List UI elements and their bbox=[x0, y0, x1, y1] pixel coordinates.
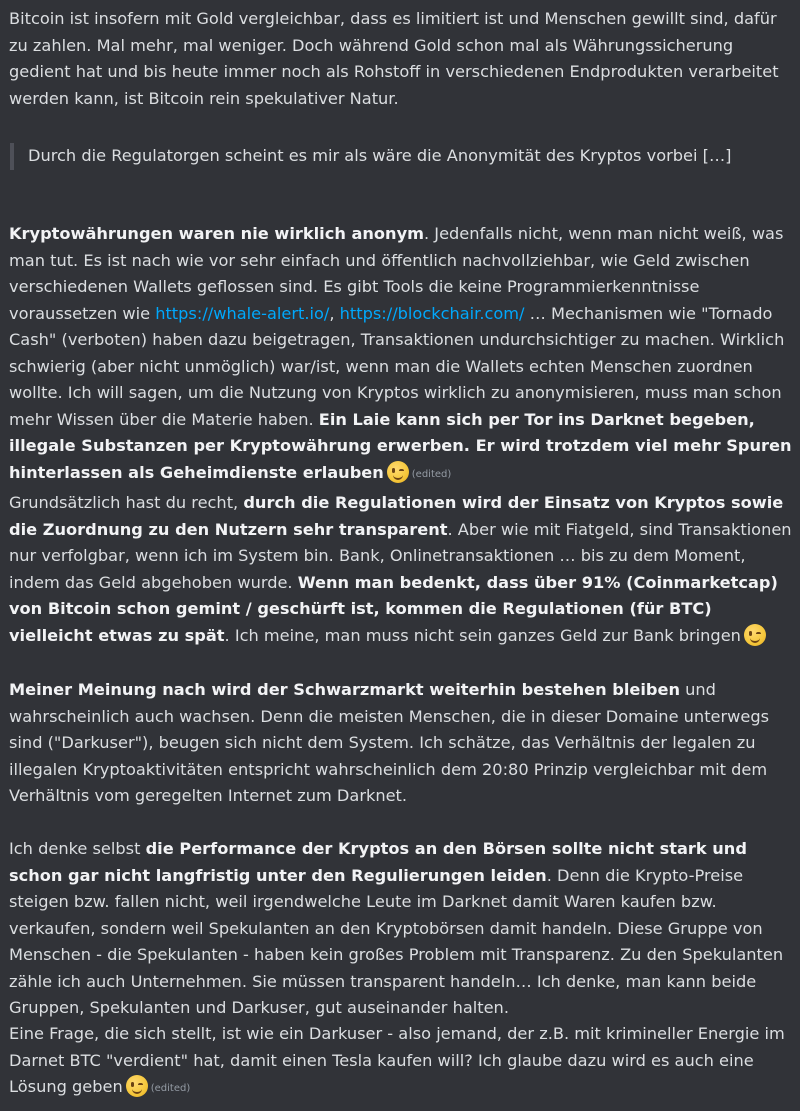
text: , bbox=[329, 303, 340, 323]
text: . Ich meine, man muss nicht sein ganzes Geld zur Bank bringen bbox=[224, 625, 741, 645]
text: . Aber wie mit Fiatgeld, sind Transaktionen nur verfolgbar, wenn ich im System bin. Bank, Onlinetransaktionen … bis zu dem Moment, indem das Geld abgehoben wurde. bbox=[9, 519, 792, 592]
bold-text: Meiner Meinung nach wird der Schwarzmarkt weiterhin bestehen bleiben bbox=[9, 680, 681, 699]
message-paragraph-2 bbox=[9, 221, 795, 488]
wink-emoji-icon bbox=[744, 624, 766, 646]
text: . Denn die Krypto-Preise steigen bzw. fallen nicht, weil irgendwelche Leute im Darknet damit Waren kaufen bzw. verkaufen, sondern weil Spekulanten an den Kryptobörsen damit handeln. Diese Gruppe von Menschen - die Spekulanten - haben kein großes Problem mit Transparenz. Zu den Spekulanten zähle ich auch Unternehmen. Sie müssen transparent handeln… Ich denke, man kann beide Gruppen, Spekulanten und Darkuser, gut auseinander halten. bbox=[9, 865, 784, 1017]
paragraph-text: Bitcoin ist insofern mit Gold vergleichbar, dass es limitiert ist und Menschen gewillt sind, dafür zu zahlen. Mal mehr, mal weniger. Doch während Gold schon mal als Währungssicherung gedient hat und bis heute immer noch als Rohstoff in verschiedenen Endprodukten verarbeitet werden kann, ist Bitcoin rein spekulativer Natur. bbox=[9, 9, 779, 108]
message-paragraph-4 bbox=[9, 677, 795, 810]
bold-text: Wenn man bedenkt, dass über 91% (Coinmarketcap) von Bitcoin schon gemint / geschürft ist, kommen die Regulationen (für BTC) vielleicht etwas zu spät bbox=[9, 572, 778, 645]
wink-emoji-icon bbox=[126, 1075, 148, 1097]
text: … Mechanismen wie "Tornado Cash" (verboten) haben dazu beigetragen, Transaktionen undurchsichtiger zu machen. Wirklich schwierig (aber nicht unmöglich) war/ist, wenn man die Wallets echten Menschen zuordnen wollte. Ich will sagen, um die Nutzung von Kryptos wirklich zu anonymisieren, muss man schon mehr Wissen über die Materie haben. bbox=[9, 303, 785, 429]
message-paragraph-1 bbox=[9, 6, 795, 112]
message-paragraph-3 bbox=[9, 490, 795, 649]
text: Eine Frage, die sich stellt, ist wie ein Darkuser - also jemand, der z.B. mit krimineller Energie im Darnet BTC "verdient" hat, damit einen Tesla kaufen will? Ich glaube dazu wird es auch eine Lösung geben bbox=[9, 1024, 785, 1096]
text: Grundsätzlich hast du recht, bbox=[9, 493, 244, 512]
text: . Jedenfalls nicht, wenn man nicht weiß, was man tut. Es ist nach wie vor sehr einfach und öffentlich nachvollziehbar, wie Geld zwischen verschiedenen Wallets geflossen sind. Es gibt Tools die keine Programmierkenntnisse voraussetzen wie bbox=[9, 224, 784, 323]
text: und wahrscheinlich auch wachsen. Denn die meisten Menschen, die in dieser Domaine unterwegs sind ("Darkuser"), beugen sich nicht dem System. Ich schätze, das Verhältnis der legalen zu illegalen Kryptoaktivitäten entspricht wahrscheinlich dem 20:80 Prinzip vergleichbar mit dem Verhältnis vom geregelten Internet zum Darknet. bbox=[9, 680, 770, 805]
message-paragraph-6 bbox=[9, 1021, 795, 1103]
text: Ich denke selbst bbox=[9, 839, 146, 858]
edited-label: (edited) bbox=[411, 468, 452, 480]
quote-text: Durch die Regulatorgen scheint es mir als wäre die Anonymität des Kryptos vorbei […] bbox=[28, 146, 732, 165]
message-paragraph-5 bbox=[9, 836, 795, 1022]
block-quote bbox=[10, 143, 798, 170]
bold-text: die Performance der Kryptos an den Börsen sollte nicht stark und schon gar nicht langfristig unter den Regulierungen leiden bbox=[9, 839, 747, 885]
edited-label: (edited) bbox=[150, 1083, 191, 1094]
bold-text: Kryptowährungen waren nie wirklich anonym bbox=[9, 224, 424, 243]
link-whale-alert[interactable]: https://whale-alert.io/ bbox=[155, 303, 330, 323]
bold-text: durch die Regulationen wird der Einsatz von Kryptos sowie die Zuordnung zu den Nutzern sehr transparent bbox=[9, 493, 784, 539]
wink-emoji-icon bbox=[387, 461, 409, 483]
bold-text: Ein Laie kann sich per Tor ins Darknet begeben, illegale Substanzen per Kryptowährung erwerben. Er wird trotzdem viel mehr Spuren hinterlassen als Geheimdienste erlauben bbox=[9, 409, 792, 482]
link-blockchair[interactable]: https://blockchair.com/ bbox=[339, 303, 525, 323]
